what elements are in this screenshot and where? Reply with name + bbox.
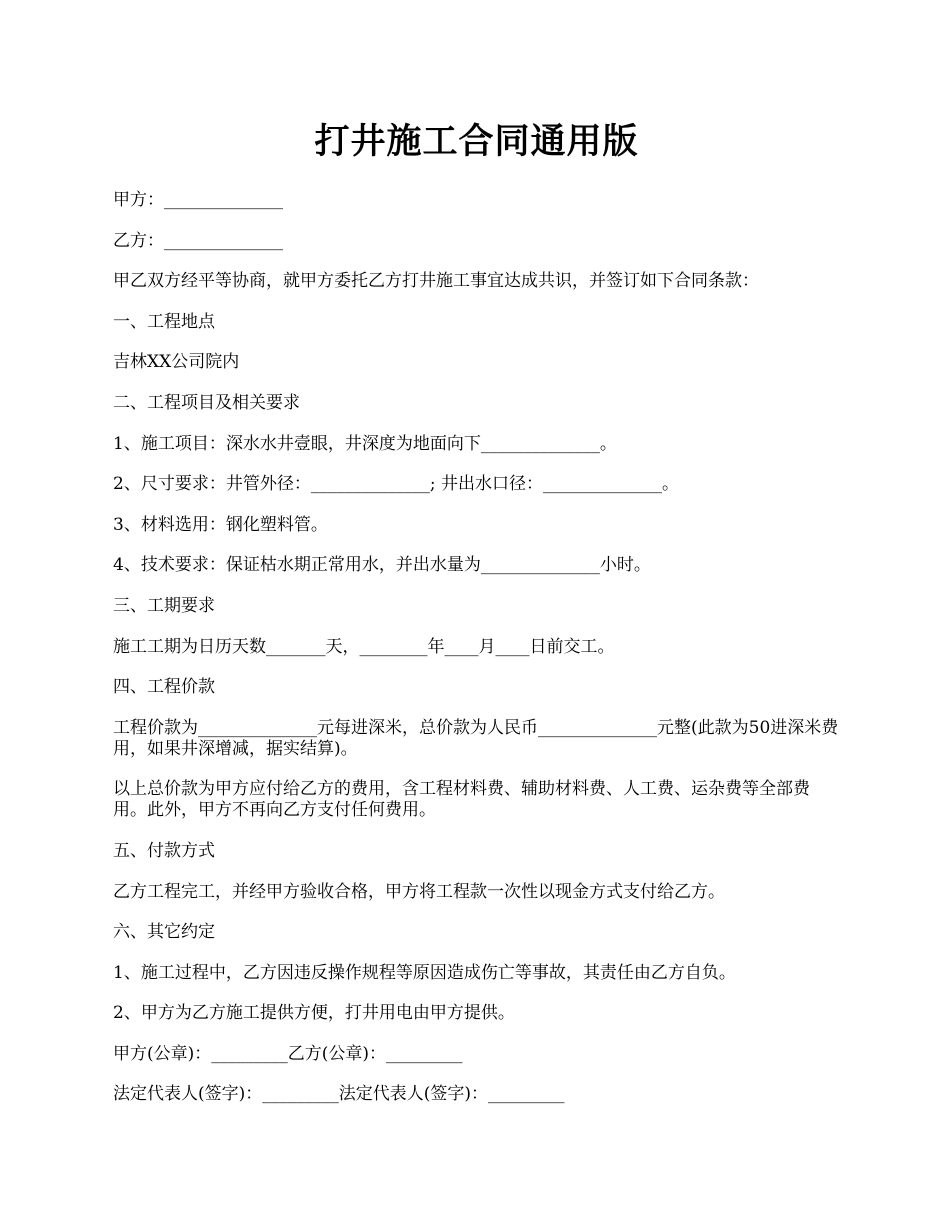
clause-project-item: 1、施工项目：深水水井壹眼，井深度为地面向下______________。 [113, 433, 617, 454]
document-body [113, 190, 840, 1105]
section-heading-location: 一、工程地点 [113, 311, 215, 332]
section-heading-schedule: 三、工期要求 [113, 595, 215, 616]
section-heading-project: 二、工程项目及相关要求 [113, 392, 300, 413]
clause-size-requirements: 2、尺寸要求：井管外径：______________; 井出水口径：______________。 [113, 474, 679, 495]
section-heading-payment: 五、付款方式 [113, 840, 215, 861]
party-a-line: 甲方：______________ [113, 190, 283, 210]
price-text: 工程价款为______________元每进深米，总价款为人民币______________元整(此款为50进深米费用，如果井深增减，据实结算)。 [113, 717, 839, 759]
signature-line: 法定代表人(签字)：_________法定代表人(签字)：_________ [113, 1084, 565, 1105]
document-title: 打井施工合同通用版 [314, 121, 639, 162]
price-scope-text: 以上总价款为甲方应付给乙方的费用，含工程材料费、辅助材料费、人工费、运杂费等全部费用。此外，甲方不再向乙方支付任何费用。 [113, 779, 810, 821]
preamble: 甲乙双方经平等协商，就甲方委托乙方打井施工事宜达成共识，并签订如下合同条款： [113, 271, 759, 292]
clause-technical-requirements: 4、技术要求：保证枯水期正常用水，并出水量为______________小时。 [113, 555, 651, 576]
party-b-line: 乙方：______________ [113, 230, 283, 251]
location-text: 吉林XX公司院内 [113, 352, 240, 373]
clause-materials: 3、材料选用：钢化塑料管。 [113, 514, 328, 535]
schedule-text: 施工工期为日历天数_______天，________年____月____日前交工。 [113, 636, 615, 657]
payment-text: 乙方工程完工，并经甲方验收合格，甲方将工程款一次性以现金方式支付给乙方。 [113, 881, 725, 902]
seal-line: 甲方(公章)：_________乙方(公章)：_________ [113, 1043, 463, 1064]
clause-safety: 1、施工过程中，乙方因违反操作规程等原因造成伤亡等事故，其责任由乙方自负。 [113, 962, 736, 983]
section-heading-other: 六、其它约定 [113, 922, 215, 943]
clause-electricity: 2、甲方为乙方施工提供方便，打井用电由甲方提供。 [113, 1003, 515, 1024]
section-heading-price: 四、工程价款 [113, 677, 215, 698]
